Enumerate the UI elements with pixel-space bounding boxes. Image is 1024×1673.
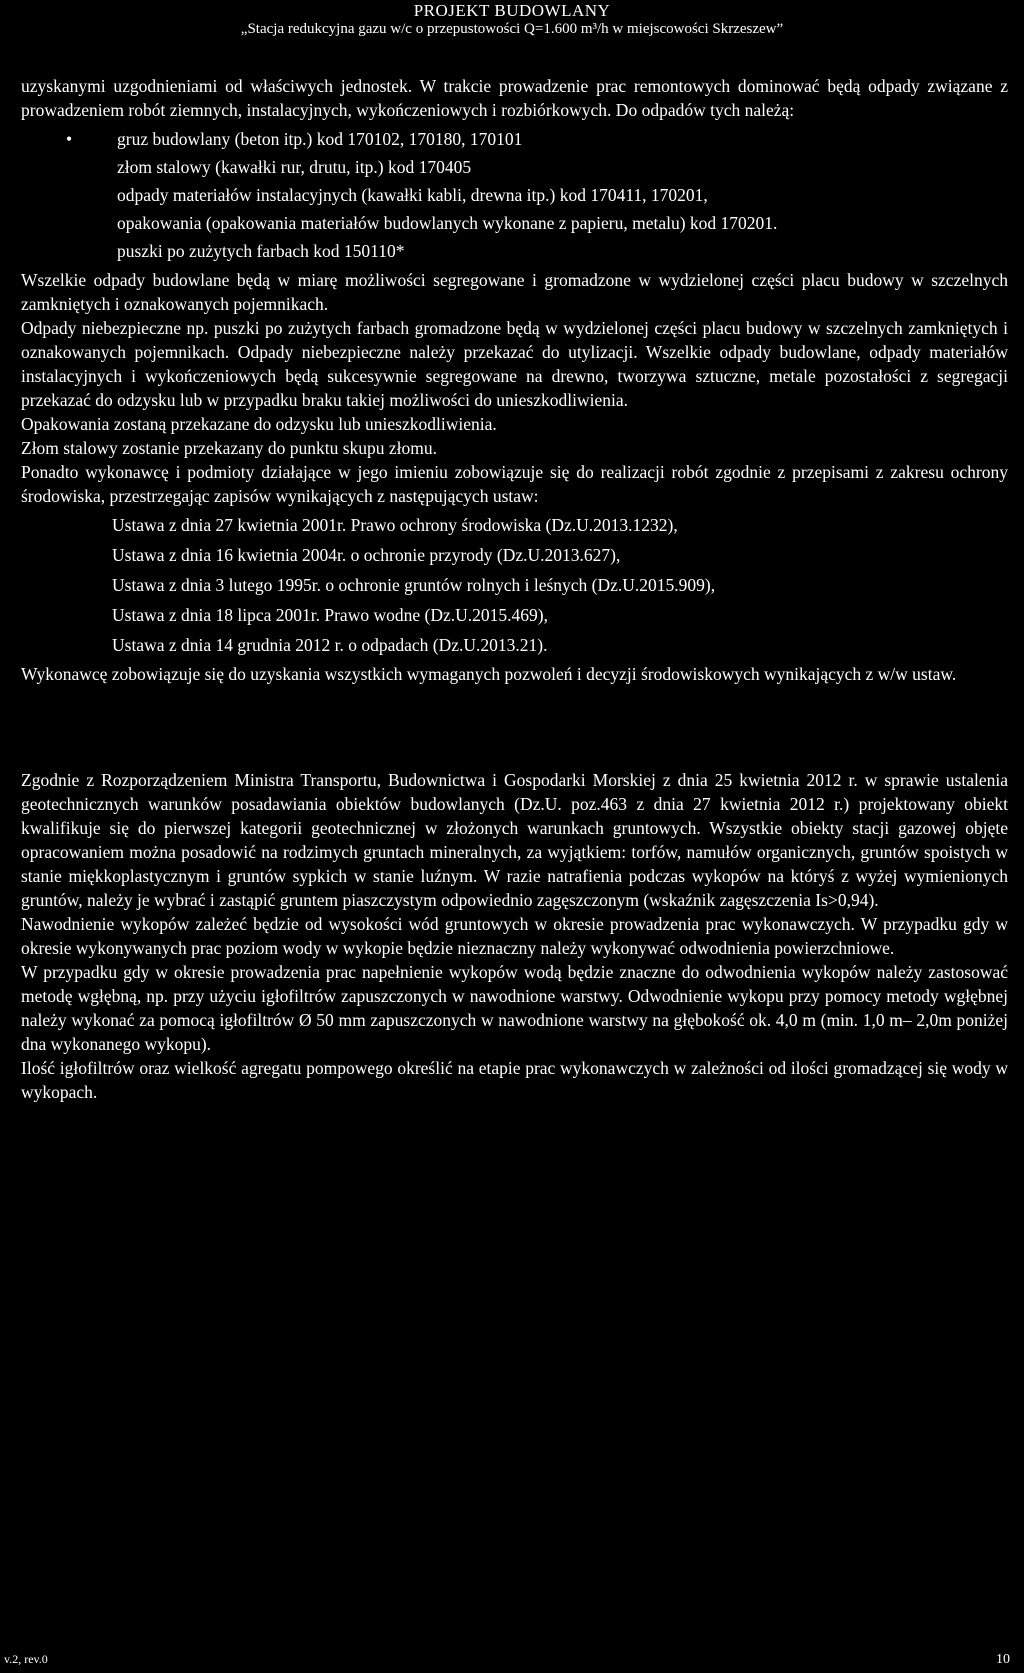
list-item — [21, 181, 1008, 209]
law-item: Ustawa z dnia 27 kwietnia 2001r. Prawo ochrony środowiska (Dz.U.2013.1232), — [112, 515, 678, 535]
paragraph-permits: Wykonawcę zobowiązuje się do uzyskania wszystkich wymaganych pozwoleń i decyzji środowiskowych wynikających z w/w ustaw. — [21, 664, 957, 684]
list-item-text: złom stalowy (kawałki rur, drutu, itp.) kod 170405 — [117, 157, 472, 177]
law-item: Ustawa z dnia 16 kwietnia 2004r. o ochronie przyrody (Dz.U.2013.627), — [112, 545, 621, 565]
paragraph-deep-dewatering: W przypadku gdy w okresie prowadzenia prac napełnienie wykopów wodą będzie znaczne do odwodnienia wykopów należy zastosować metodę wgłębną, np. przy użyciu igłofiltrów zapuszczonych w nawodnione warstwy. Odwodnienie wykopu przy pomocy metody wgłębnej należy wykonać za pomocą igłofiltrów Ø 50 mm zapuszczonych w nawodnione warstwy na głębokość ok. 4,0 m (min. 1,0 m– 2,0m poniżej dna wykonanego wykopu). — [21, 962, 1008, 1054]
list-item — [21, 125, 1008, 153]
paragraph-hazardous-waste: Odpady niebezpieczne np. puszki po zużytych farbach gromadzone będą w wydzielonej części placu budowy w szczelnych zamkniętych i oznakowanych pojemnikach. Odpady niebezpieczne należy przekazać do utylizacji. Wszelkie odpady budowlane, odpady materiałów instalacyjnych i wykończeniowych będą sukcesywnie segregowane na drewno, tworzywa sztuczne, metale pozostałości z segregacji przekazać do odzysku lub w przypadku braku takiej możliwości do unieszkodliwienia. — [21, 318, 1008, 410]
list-item — [21, 153, 1008, 181]
version-label: v.2, rev.0 — [4, 1652, 48, 1666]
intro-paragraph: uzyskanymi uzgodnieniami od właściwych jednostek. W trakcie prowadzenie prac remontowych dominować będą odpady związane z prowadzeniem robót ziemnych, instalacyjnych, wykończeniowych i rozbiórkowych. Do odpadów tych należą: — [21, 76, 1008, 120]
paragraph-geotechnical: Zgodnie z Rozporządzeniem Ministra Transportu, Budownictwa i Gospodarki Morskiej z dnia 25 kwietnia 2012 r. w sprawie ustalenia geotechnicznych warunków posadawiania obiektów budowlanych (Dz.U. poz.463 z dnia 27 kwietnia 2012 r.) projektowany obiekt kwalifikuje się do pierwszej kategorii geotechnicznej w złożonych warunkach gruntowych. Wszystkie obiekty stacji gazowej objęte opracowaniem można posadowić na rodzimych gruntach mineralnych, za wyjątkiem: torfów, namułów organicznych, gruntów spoistych w stanie miękkoplastycznym i gruntów sypkich w stanie luźnym. W razie natrafienia podczas wykopów na któryś z wyżej wymienionych gruntów, należy je wybrać i zastąpić gruntem piaszczystym odpowiednio zagęszczonym (wskaźnik zagęszczenia Is>0,94). — [21, 770, 1008, 910]
list-item-text: odpady materiałów instalacyjnych (kawałki kabli, drewna itp.) kod 170411, 170201, — [117, 185, 708, 205]
list-item — [21, 237, 1008, 265]
bullet-icon: • — [66, 129, 73, 149]
list-item-text: gruz budowlany (beton itp.) kod 170102, 170180, 170101 — [117, 129, 523, 149]
paragraph-packaging: Opakowania zostaną przekazane do odzysku lub unieszkodliwienia. — [21, 414, 497, 434]
paragraph-segregation: Wszelkie odpady budowlane będą w miarę możliwości segregowane i gromadzone w wydzielonej części placu budowy w szczelnych zamkniętych i oznakowanych pojemnikach. — [21, 270, 1008, 314]
paragraph-contractor-obligations: Ponadto wykonawcę i podmioty działające w jego imieniu zobowiązuje się do realizacji robót zgodnie z przepisami z zakresu ochrony środowiska, przestrzegając zapisów wynikających z następujących ustaw: — [21, 462, 1008, 506]
page-header — [0, 2, 1024, 38]
list-item-text: puszki po zużytych farbach kod 150110* — [117, 241, 405, 261]
law-item: Ustawa z dnia 14 grudnia 2012 r. o odpadach (Dz.U.2013.21). — [112, 635, 548, 655]
paragraph-dewatering: Nawodnienie wykopów zależeć będzie od wysokości wód gruntowych w okresie prowadzenia prac wykonawczych. W przypadku gdy w okresie wykonywanych prac poziom wody w wykopie będzie nieznaczny należy wykonywać odwodnienia powierzchniowe. — [21, 914, 1008, 958]
section-spacer — [21, 686, 1008, 768]
project-subtitle: „Stacja redukcyjna gazu w/c o przepustowości Q=1.600 m³/h w miejscowości Skrzeszew” — [240, 21, 784, 37]
list-item — [21, 209, 1008, 237]
list-item-text: opakowania (opakowania materiałów budowlanych wykonane z papieru, metalu) kod 170201. — [117, 213, 778, 233]
paragraph-wellpoints: Ilość igłofiltrów oraz wielkość agregatu pompowego określić na etapie prac wykonawczych w zależności od ilości gromadzącej się wody w wykopach. — [21, 1058, 1008, 1102]
law-item: Ustawa z dnia 3 lutego 1995r. o ochronie gruntów rolnych i leśnych (Dz.U.2015.909), — [112, 575, 716, 595]
waste-list — [21, 125, 1008, 265]
project-title: PROJEKT BUDOWLANY — [413, 1, 611, 20]
law-item: Ustawa z dnia 18 lipca 2001r. Prawo wodne (Dz.U.2015.469), — [112, 605, 548, 625]
laws-list — [21, 510, 1008, 660]
document-body — [21, 74, 1008, 1104]
page-number: 10 — [996, 1652, 1010, 1667]
paragraph-scrap-steel: Złom stalowy zostanie przekazany do punktu skupu złomu. — [21, 438, 438, 458]
